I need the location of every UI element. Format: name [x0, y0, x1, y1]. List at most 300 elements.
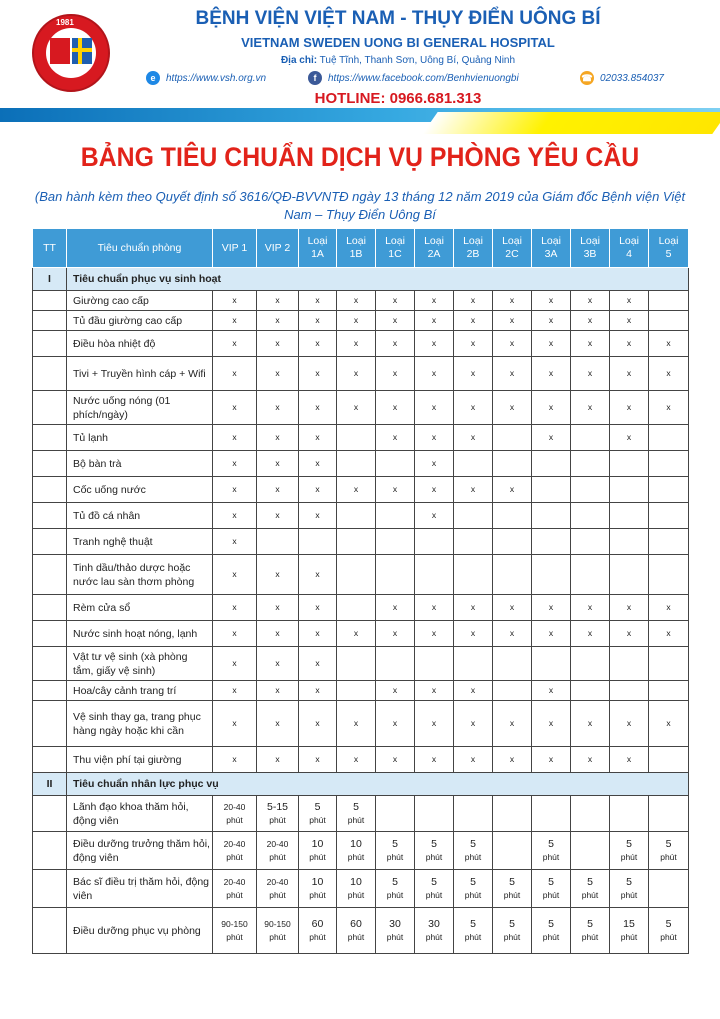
mark-cell: x — [571, 391, 610, 425]
time-cell — [376, 796, 415, 832]
mark-cell: x — [454, 595, 493, 621]
mark-cell: x — [299, 647, 337, 681]
time-cell: 5 phút — [415, 870, 454, 908]
mark-cell: x — [415, 391, 454, 425]
criterion-name: Tủ lạnh — [67, 425, 213, 451]
mark-cell: x — [337, 391, 376, 425]
mark-cell: x — [299, 681, 337, 701]
mark-cell — [337, 451, 376, 477]
column-header: Tiêu chuẩn phòng — [67, 229, 213, 268]
column-header: Loại 2C — [493, 229, 532, 268]
row-number-cell — [33, 832, 67, 870]
row-number-cell — [33, 357, 67, 391]
mark-cell — [649, 311, 689, 331]
mark-cell — [610, 681, 649, 701]
mark-cell — [571, 681, 610, 701]
mark-cell: x — [257, 425, 299, 451]
criterion-name: Lãnh đạo khoa thăm hỏi, động viên — [67, 796, 213, 832]
row-number-cell — [33, 647, 67, 681]
mark-cell: x — [571, 595, 610, 621]
mark-cell: x — [299, 747, 337, 773]
mark-cell: x — [257, 621, 299, 647]
mark-cell — [649, 503, 689, 529]
time-cell: 5 phút — [454, 870, 493, 908]
mark-cell: x — [571, 331, 610, 357]
mark-cell: x — [257, 451, 299, 477]
table-row — [33, 477, 689, 503]
criterion-name: Cốc uống nước — [67, 477, 213, 503]
mark-cell: x — [415, 451, 454, 477]
column-header: Loại 1C — [376, 229, 415, 268]
mark-cell: x — [299, 291, 337, 311]
time-cell — [649, 870, 689, 908]
row-number-cell — [33, 503, 67, 529]
table-row — [33, 747, 689, 773]
table-row — [33, 425, 689, 451]
mark-cell — [454, 529, 493, 555]
mark-cell — [454, 555, 493, 595]
time-cell — [571, 796, 610, 832]
time-cell: 60 phút — [337, 908, 376, 954]
mark-cell: x — [610, 311, 649, 331]
mark-cell — [649, 747, 689, 773]
criterion-name: Vật tư vệ sinh (xà phòng tắm, giấy vệ sinh) — [67, 647, 213, 681]
mark-cell: x — [610, 621, 649, 647]
column-header: TT — [33, 229, 67, 268]
mark-cell — [454, 647, 493, 681]
table-row — [33, 870, 689, 908]
mark-cell: x — [299, 425, 337, 451]
row-number-cell — [33, 595, 67, 621]
mark-cell: x — [299, 555, 337, 595]
time-cell: 5-15 phút — [257, 796, 299, 832]
mark-cell: x — [493, 357, 532, 391]
facebook-icon: f — [308, 71, 322, 85]
mark-cell: x — [493, 331, 532, 357]
mark-cell — [415, 529, 454, 555]
mark-cell: x — [257, 555, 299, 595]
mark-cell: x — [532, 595, 571, 621]
mark-cell: x — [493, 701, 532, 747]
table-row — [33, 796, 689, 832]
mark-cell: x — [493, 477, 532, 503]
time-cell: 5 phút — [610, 832, 649, 870]
column-header: Loại 2B — [454, 229, 493, 268]
criterion-name: Điều dưỡng phục vụ phòng — [67, 908, 213, 954]
table-row — [33, 595, 689, 621]
mark-cell — [337, 595, 376, 621]
criterion-name: Nước sinh hoạt nóng, lạnh — [67, 621, 213, 647]
section-title: Tiêu chuẩn phục vụ sinh hoạt — [67, 268, 689, 291]
mark-cell — [571, 477, 610, 503]
mark-cell: x — [299, 357, 337, 391]
time-cell: 10 phút — [299, 870, 337, 908]
mark-cell: x — [571, 747, 610, 773]
mark-cell — [415, 555, 454, 595]
criterion-name: Bộ bàn trà — [67, 451, 213, 477]
section-row — [33, 773, 689, 796]
mark-cell: x — [415, 621, 454, 647]
table-row — [33, 529, 689, 555]
mark-cell: x — [213, 747, 257, 773]
mark-cell: x — [257, 391, 299, 425]
mark-cell: x — [649, 391, 689, 425]
time-cell: 5 phút — [649, 832, 689, 870]
mark-cell: x — [415, 595, 454, 621]
mark-cell: x — [610, 357, 649, 391]
mark-cell: x — [415, 477, 454, 503]
mark-cell: x — [532, 701, 571, 747]
time-cell: 5 phút — [493, 870, 532, 908]
mark-cell: x — [571, 291, 610, 311]
time-cell: 20-40 phút — [257, 832, 299, 870]
column-header: Loại 3A — [532, 229, 571, 268]
mark-cell: x — [213, 701, 257, 747]
column-header: Loại 3B — [571, 229, 610, 268]
row-number-cell — [33, 425, 67, 451]
time-cell — [493, 832, 532, 870]
mark-cell — [337, 647, 376, 681]
mark-cell: x — [213, 425, 257, 451]
mark-cell: x — [376, 477, 415, 503]
time-cell: 5 phút — [571, 870, 610, 908]
mark-cell: x — [415, 331, 454, 357]
logo-year: 1981 — [56, 18, 74, 27]
mark-cell — [571, 503, 610, 529]
mark-cell: x — [532, 311, 571, 331]
mark-cell: x — [213, 357, 257, 391]
mark-cell — [532, 503, 571, 529]
mark-cell: x — [649, 621, 689, 647]
time-cell: 60 phút — [299, 908, 337, 954]
time-cell: 5 phút — [299, 796, 337, 832]
mark-cell: x — [376, 311, 415, 331]
time-cell: 30 phút — [415, 908, 454, 954]
mark-cell: x — [376, 595, 415, 621]
page-title: BẢNG TIÊU CHUẨN DỊCH VỤ PHÒNG YÊU CẦU — [80, 142, 640, 172]
mark-cell: x — [610, 701, 649, 747]
criterion-name: Tranh nghệ thuật — [67, 529, 213, 555]
time-cell — [415, 796, 454, 832]
website-link[interactable]: https://www.vsh.org.vn — [166, 72, 267, 84]
table-row — [33, 647, 689, 681]
mark-cell — [571, 451, 610, 477]
mark-cell — [376, 647, 415, 681]
table-row — [33, 621, 689, 647]
hospital-name-en: VIETNAM SWEDEN UONG BI GENERAL HOSPITAL — [241, 35, 555, 50]
mark-cell: x — [299, 621, 337, 647]
mark-cell — [649, 529, 689, 555]
mark-cell — [610, 503, 649, 529]
table-row — [33, 908, 689, 954]
mark-cell: x — [257, 647, 299, 681]
mark-cell — [532, 477, 571, 503]
mark-cell: x — [299, 331, 337, 357]
mark-cell: x — [257, 357, 299, 391]
mark-cell: x — [415, 701, 454, 747]
mark-cell — [493, 555, 532, 595]
website-contact[interactable] — [146, 71, 266, 85]
mark-cell: x — [299, 391, 337, 425]
mark-cell: x — [415, 291, 454, 311]
mark-cell — [337, 529, 376, 555]
mark-cell — [610, 451, 649, 477]
mark-cell: x — [376, 357, 415, 391]
mark-cell: x — [532, 357, 571, 391]
row-number-cell — [33, 477, 67, 503]
mark-cell: x — [454, 681, 493, 701]
row-number-cell — [33, 291, 67, 311]
mark-cell: x — [454, 291, 493, 311]
mark-cell — [493, 503, 532, 529]
column-header: VIP 1 — [213, 229, 257, 268]
mark-cell: x — [454, 477, 493, 503]
mark-cell: x — [257, 503, 299, 529]
section-row — [33, 268, 689, 291]
criterion-name: Vệ sinh thay ga, trang phục hàng ngày hoặc khi cần — [67, 701, 213, 747]
mark-cell — [299, 529, 337, 555]
mark-cell — [493, 529, 532, 555]
time-cell: 5 phút — [454, 832, 493, 870]
mark-cell: x — [299, 477, 337, 503]
table-row — [33, 331, 689, 357]
row-number-cell — [33, 311, 67, 331]
time-cell: 10 phút — [337, 870, 376, 908]
mark-cell: x — [213, 331, 257, 357]
mark-cell: x — [213, 451, 257, 477]
mark-cell: x — [213, 555, 257, 595]
table-row — [33, 451, 689, 477]
table-row — [33, 681, 689, 701]
mark-cell: x — [415, 747, 454, 773]
time-cell: 15 phút — [610, 908, 649, 954]
mark-cell: x — [337, 477, 376, 503]
yellow-band — [422, 112, 720, 134]
time-cell — [649, 796, 689, 832]
mark-cell: x — [610, 291, 649, 311]
row-number-cell — [33, 681, 67, 701]
mark-cell: x — [571, 357, 610, 391]
mark-cell — [532, 451, 571, 477]
column-header: Loại 4 — [610, 229, 649, 268]
mark-cell: x — [610, 595, 649, 621]
time-cell — [571, 832, 610, 870]
mark-cell: x — [493, 391, 532, 425]
mark-cell: x — [376, 747, 415, 773]
time-cell: 5 phút — [532, 832, 571, 870]
table-row — [33, 503, 689, 529]
mark-cell: x — [493, 311, 532, 331]
mark-cell: x — [257, 681, 299, 701]
mark-cell — [493, 425, 532, 451]
mark-cell: x — [257, 477, 299, 503]
time-cell: 20-40 phút — [213, 870, 257, 908]
mark-cell: x — [571, 701, 610, 747]
table-row — [33, 701, 689, 747]
mark-cell: x — [337, 701, 376, 747]
mark-cell: x — [454, 621, 493, 647]
section-number: I — [33, 268, 67, 291]
time-cell: 10 phút — [299, 832, 337, 870]
mark-cell: x — [376, 425, 415, 451]
time-cell: 5 phút — [337, 796, 376, 832]
mark-cell: x — [610, 391, 649, 425]
row-number-cell — [33, 870, 67, 908]
time-cell: 5 phút — [571, 908, 610, 954]
time-cell — [493, 796, 532, 832]
mark-cell: x — [532, 747, 571, 773]
mark-cell: x — [213, 621, 257, 647]
mark-cell — [493, 647, 532, 681]
mark-cell — [649, 477, 689, 503]
mark-cell: x — [213, 681, 257, 701]
time-cell — [532, 796, 571, 832]
room-standards-table — [32, 228, 689, 954]
mark-cell — [649, 555, 689, 595]
time-cell: 5 phút — [415, 832, 454, 870]
mark-cell — [532, 529, 571, 555]
mark-cell: x — [454, 331, 493, 357]
mark-cell: x — [213, 503, 257, 529]
phone-icon: ☎ — [581, 73, 593, 83]
hospital-logo — [32, 14, 110, 92]
mark-cell: x — [337, 621, 376, 647]
row-number-cell — [33, 529, 67, 555]
mark-cell: x — [532, 291, 571, 311]
mark-cell — [649, 681, 689, 701]
mark-cell: x — [376, 291, 415, 311]
mark-cell: x — [337, 357, 376, 391]
criterion-name: Điều hòa nhiệt độ — [67, 331, 213, 357]
mark-cell: x — [213, 477, 257, 503]
time-cell: 5 phút — [376, 832, 415, 870]
hospital-name-vn: BỆNH VIỆN VIỆT NAM - THỤY ĐIỂN UÔNG BÍ — [195, 8, 601, 29]
mark-cell: x — [454, 425, 493, 451]
mark-cell: x — [337, 331, 376, 357]
mark-cell: x — [213, 595, 257, 621]
mark-cell: x — [493, 595, 532, 621]
time-cell: 30 phút — [376, 908, 415, 954]
mark-cell: x — [213, 291, 257, 311]
mark-cell: x — [337, 311, 376, 331]
mark-cell: x — [337, 747, 376, 773]
mark-cell — [415, 647, 454, 681]
row-number-cell — [33, 747, 67, 773]
mark-cell: x — [649, 331, 689, 357]
criterion-name: Nước uống nóng (01 phích/ngày) — [67, 391, 213, 425]
time-cell: 20-40 phút — [257, 870, 299, 908]
letterhead — [0, 0, 720, 135]
criterion-name: Tủ đầu giường cao cấp — [67, 311, 213, 331]
table-row — [33, 311, 689, 331]
table-row — [33, 832, 689, 870]
mark-cell: x — [213, 647, 257, 681]
phone-number[interactable]: 02033.854037 — [600, 72, 664, 84]
section-title: Tiêu chuẩn nhân lực phục vụ — [67, 773, 689, 796]
mark-cell: x — [213, 391, 257, 425]
mark-cell: x — [454, 391, 493, 425]
mark-cell — [649, 451, 689, 477]
page-subtitle: (Ban hành kèm theo Quyết định số 3616/QĐ-BVVNTĐ ngày 13 tháng 12 năm 2019 của Giám đốc Bệnh viện Việt Nam – Thụy Điển Uông Bí — [34, 189, 686, 222]
mark-cell: x — [337, 291, 376, 311]
time-cell: 5 phút — [493, 908, 532, 954]
mark-cell: x — [376, 701, 415, 747]
table-row — [33, 357, 689, 391]
mark-cell: x — [454, 747, 493, 773]
criterion-name: Bác sĩ điều trị thăm hỏi, động viên — [67, 870, 213, 908]
mark-cell: x — [213, 311, 257, 331]
mark-cell: x — [649, 701, 689, 747]
time-cell: 5 phút — [532, 870, 571, 908]
criterion-name: Tivi + Truyền hình cáp + Wifi — [67, 357, 213, 391]
mark-cell — [376, 503, 415, 529]
mark-cell: x — [454, 701, 493, 747]
mark-cell: x — [257, 595, 299, 621]
criterion-name: Tủ đồ cá nhân — [67, 503, 213, 529]
column-header: Loại 1A — [299, 229, 337, 268]
mark-cell — [454, 503, 493, 529]
mark-cell: x — [415, 503, 454, 529]
criterion-name: Giường cao cấp — [67, 291, 213, 311]
phone-contact[interactable] — [580, 71, 664, 85]
section-number: II — [33, 773, 67, 796]
mark-cell: x — [532, 621, 571, 647]
address-text: Tuệ Tĩnh, Thanh Sơn, Uông Bí, Quảng Ninh — [319, 55, 516, 66]
row-number-cell — [33, 796, 67, 832]
mark-cell: x — [257, 291, 299, 311]
facebook-link[interactable]: https://www.facebook.com/Benhvienuongbi — [328, 72, 519, 84]
mark-cell — [610, 647, 649, 681]
time-cell: 90-150 phút — [257, 908, 299, 954]
address-line — [118, 55, 678, 66]
mark-cell — [257, 529, 299, 555]
mark-cell: x — [649, 357, 689, 391]
mark-cell: x — [376, 331, 415, 357]
facebook-contact[interactable] — [308, 71, 519, 85]
mark-cell: x — [532, 331, 571, 357]
mark-cell — [571, 425, 610, 451]
mark-cell — [649, 425, 689, 451]
time-cell — [454, 796, 493, 832]
mark-cell: x — [299, 311, 337, 331]
address-label: Địa chỉ: — [280, 55, 318, 66]
mark-cell — [571, 529, 610, 555]
mark-cell: x — [376, 681, 415, 701]
table-row — [33, 391, 689, 425]
hotline[interactable]: HOTLINE: 0966.681.313 — [314, 90, 482, 107]
mark-cell — [337, 503, 376, 529]
mark-cell: x — [299, 595, 337, 621]
time-cell — [610, 796, 649, 832]
row-number-cell — [33, 701, 67, 747]
row-number-cell — [33, 555, 67, 595]
mark-cell: x — [610, 331, 649, 357]
mark-cell: x — [649, 595, 689, 621]
table-row — [33, 291, 689, 311]
mark-cell: x — [571, 311, 610, 331]
mark-cell — [571, 555, 610, 595]
mark-cell: x — [532, 391, 571, 425]
mark-cell — [376, 555, 415, 595]
mark-cell: x — [454, 311, 493, 331]
globe-icon: e — [146, 71, 160, 85]
time-cell: 5 phút — [649, 908, 689, 954]
column-header: Loại 5 — [649, 229, 689, 268]
mark-cell: x — [257, 747, 299, 773]
mark-cell: x — [415, 681, 454, 701]
time-cell: 5 phút — [376, 870, 415, 908]
row-number-cell — [33, 621, 67, 647]
